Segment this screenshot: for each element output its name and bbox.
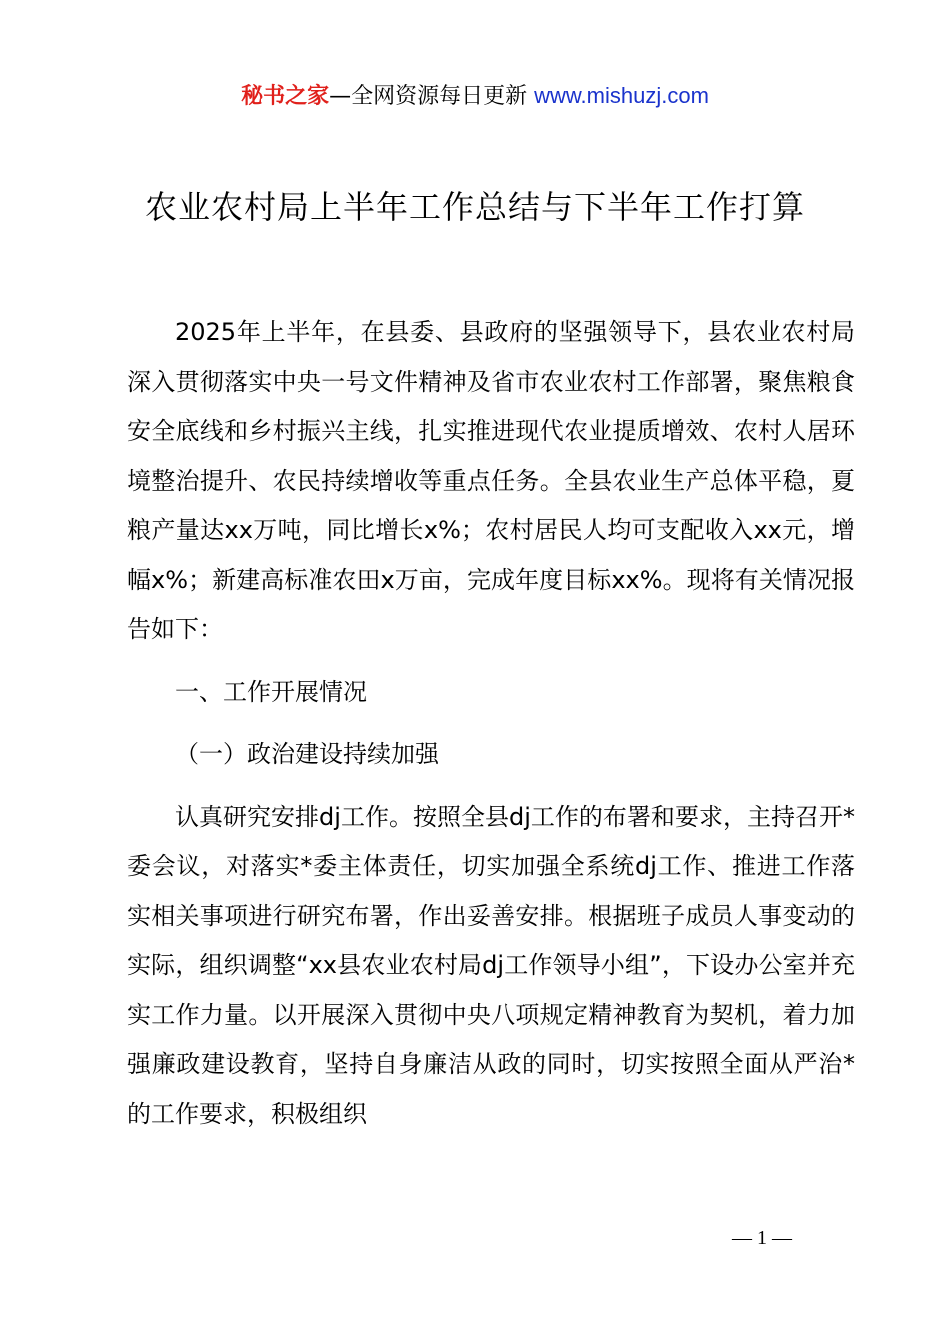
site-tagline: —全网资源每日更新 [329,84,535,109]
subsection-heading: （一）政治建设持续加强 [175,740,439,768]
site-header [0,80,950,113]
document-body [127,308,855,1139]
body-paragraph: 认真研究安排dj工作。按照全县dj工作的布署和要求，主持召开*委会议，对落实*委主体责任，切实加强全系统dj工作、推进工作落实相关事项进行研究布署，作出妥善安排。根据班子成员人事变动的实际，组织调整“xx县农业农村局dj工作领导小组”，下设办公室并充实工作力量。以开展深入贯彻中央八项规定精神教育为契机，着力加强廉政建设教育，坚持自身廉洁从政的同时，切实按照全面从严治*的工作要求，积极组织 [127,802,855,1128]
section-heading: 一、工作开展情况 [175,677,367,706]
page-number: — 1 — [732,1227,792,1249]
site-url: www.mishuzj.com [534,83,709,108]
intro-paragraph: 2025年上半年，在县委、县政府的坚强领导下，县农业农村局深入贯彻落实中央一号文件精神及省市农业农村工作部署，聚焦粮食安全底线和乡村振兴主线，扎实推进现代农业提质增效、农村人居环境整治提升、农民持续增收等重点任务。全县农业生产总体平稳，夏粮产量达xx万吨，同比增长x%；农村居民人均可支配收入xx元，增幅x%；新建高标准农田x万亩，完成年度目标xx%。现将有关情况报告如下： [127,318,855,643]
document-title: 农业农村局上半年工作总结与下半年工作打算 [144,188,805,226]
site-brand: 秘书之家 [241,84,330,109]
